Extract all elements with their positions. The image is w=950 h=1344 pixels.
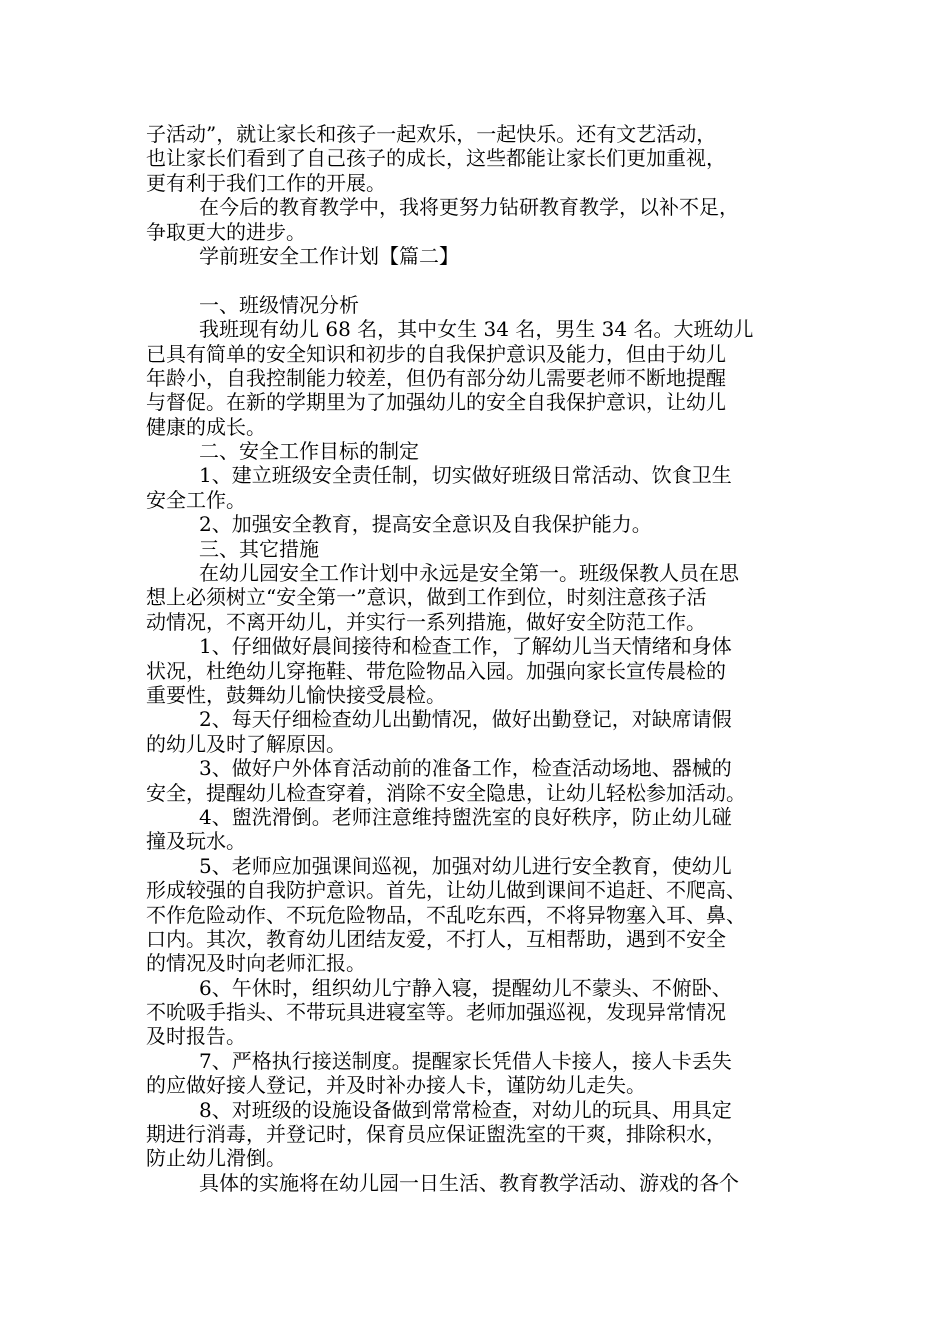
list-item-start: 4、盥洗滑倒。老师注意维持盥洗室的良好秩序，防止幼儿碰 [199, 804, 732, 829]
text-line: 及时报告。 [146, 1024, 246, 1049]
text-line: 更有利于我们工作的开展。 [146, 170, 386, 195]
list-item-start: 2、每天仔细检查幼儿出勤情况，做好出勤登记，对缺席请假 [199, 707, 732, 732]
list-item-start: 8、对班级的设施设备做到常常检查，对幼儿的玩具、用具定 [199, 1097, 732, 1122]
document-page [146, 122, 818, 1195]
heading-class-analysis: 一、班级情况分析 [199, 292, 359, 317]
text-line: 子活动”，就让家长和孩子一起欢乐，一起快乐。还有文艺活动， [146, 122, 717, 146]
paragraph-start: 具体的实施将在幼儿园一日生活、教育教学活动、游戏的各个 [199, 1170, 739, 1195]
list-item-start: 1、仔细做好晨间接待和检查工作，了解幼儿当天情绪和身体 [199, 634, 732, 659]
text-line: 的情况及时向老师汇报。 [146, 951, 366, 976]
text-line: 与督促。在新的学期里为了加强幼儿的安全自我保护意识，让幼儿 [146, 390, 726, 415]
text-line: 重要性，鼓舞幼儿愉快接受晨检。 [146, 682, 446, 707]
paragraph-start: 我班现有幼儿 68 名，其中女生 34 名，男生 34 名。大班幼儿 [199, 317, 754, 342]
list-item-start: 2、加强安全教育，提高安全意识及自我保护能力。 [199, 512, 652, 537]
section-title: 学前班安全工作计划【篇二】 [199, 243, 459, 268]
text-line: 不作危险动作、不玩危险物品，不乱吃东西，不将异物塞入耳、鼻、 [146, 902, 746, 927]
list-item-start: 1、建立班级安全责任制，切实做好班级日常活动、饮食卫生 [199, 463, 732, 488]
text-line: 防止幼儿滑倒。 [146, 1146, 286, 1171]
text-line: 不吮吸手指头、不带玩具进寝室等。老师加强巡视，发现异常情况 [146, 1000, 726, 1025]
text-line: 形成较强的自我防护意识。首先，让幼儿做到课间不追赶、不爬高、 [146, 878, 746, 903]
heading-safety-goals: 二、安全工作目标的制定 [199, 439, 419, 464]
paragraph-start: 在幼儿园安全工作计划中永远是安全第一。班级保教人员在思 [199, 561, 739, 586]
text-line: 想上必须树立“安全第一”意识，做到工作到位，时刻注意孩子活 [146, 585, 707, 610]
heading-other-measures: 三、其它措施 [199, 536, 319, 561]
text-line: 安全，提醒幼儿检查穿着，消除不安全隐患，让幼儿轻松参加活动。 [146, 780, 746, 805]
text-line: 健康的成长。 [146, 414, 266, 439]
text-line: 已具有简单的安全知识和初步的自我保护意识及能力，但由于幼儿 [146, 341, 726, 366]
paragraph-start: 在今后的教育教学中，我将更努力钻研教育教学，以补不足， [199, 195, 739, 220]
text-line: 期进行消毒，并登记时，保育员应保证盥洗室的干爽，排除积水， [146, 1122, 726, 1147]
text-line: 争取更大的进步。 [146, 219, 306, 244]
text-line: 的应做好接人登记，并及时补办接人卡，谨防幼儿走失。 [146, 1073, 646, 1098]
text-line: 安全工作。 [146, 487, 246, 512]
text-line: 撞及玩水。 [146, 829, 246, 854]
text-line: 的幼儿及时了解原因。 [146, 731, 346, 756]
blank-line [146, 268, 818, 292]
list-item-start: 7、严格执行接送制度。提醒家长凭借人卡接人，接人卡丢失 [199, 1048, 732, 1073]
text-line: 状况，杜绝幼儿穿拖鞋、带危险物品入园。加强向家长宣传晨检的 [146, 658, 726, 683]
list-item-start: 6、午休时，组织幼儿宁静入寝，提醒幼儿不蒙头、不俯卧、 [199, 975, 732, 1000]
text-line: 口内。其次，教育幼儿团结友爱，不打人，互相帮助，遇到不安全 [146, 926, 726, 951]
text-line: 年龄小，自我控制能力较差，但仍有部分幼儿需要老师不断地提醒 [146, 365, 726, 390]
list-item-start: 3、做好户外体育活动前的准备工作，检查活动场地、器械的 [199, 756, 732, 781]
text-line: 也让家长们看到了自己孩子的成长，这些都能让家长们更加重视， [146, 146, 726, 171]
text-line: 动情况，不离开幼儿，并实行一系列措施，做好安全防范工作。 [146, 609, 706, 634]
list-item-start: 5、老师应加强课间巡视，加强对幼儿进行安全教育，使幼儿 [199, 853, 732, 878]
